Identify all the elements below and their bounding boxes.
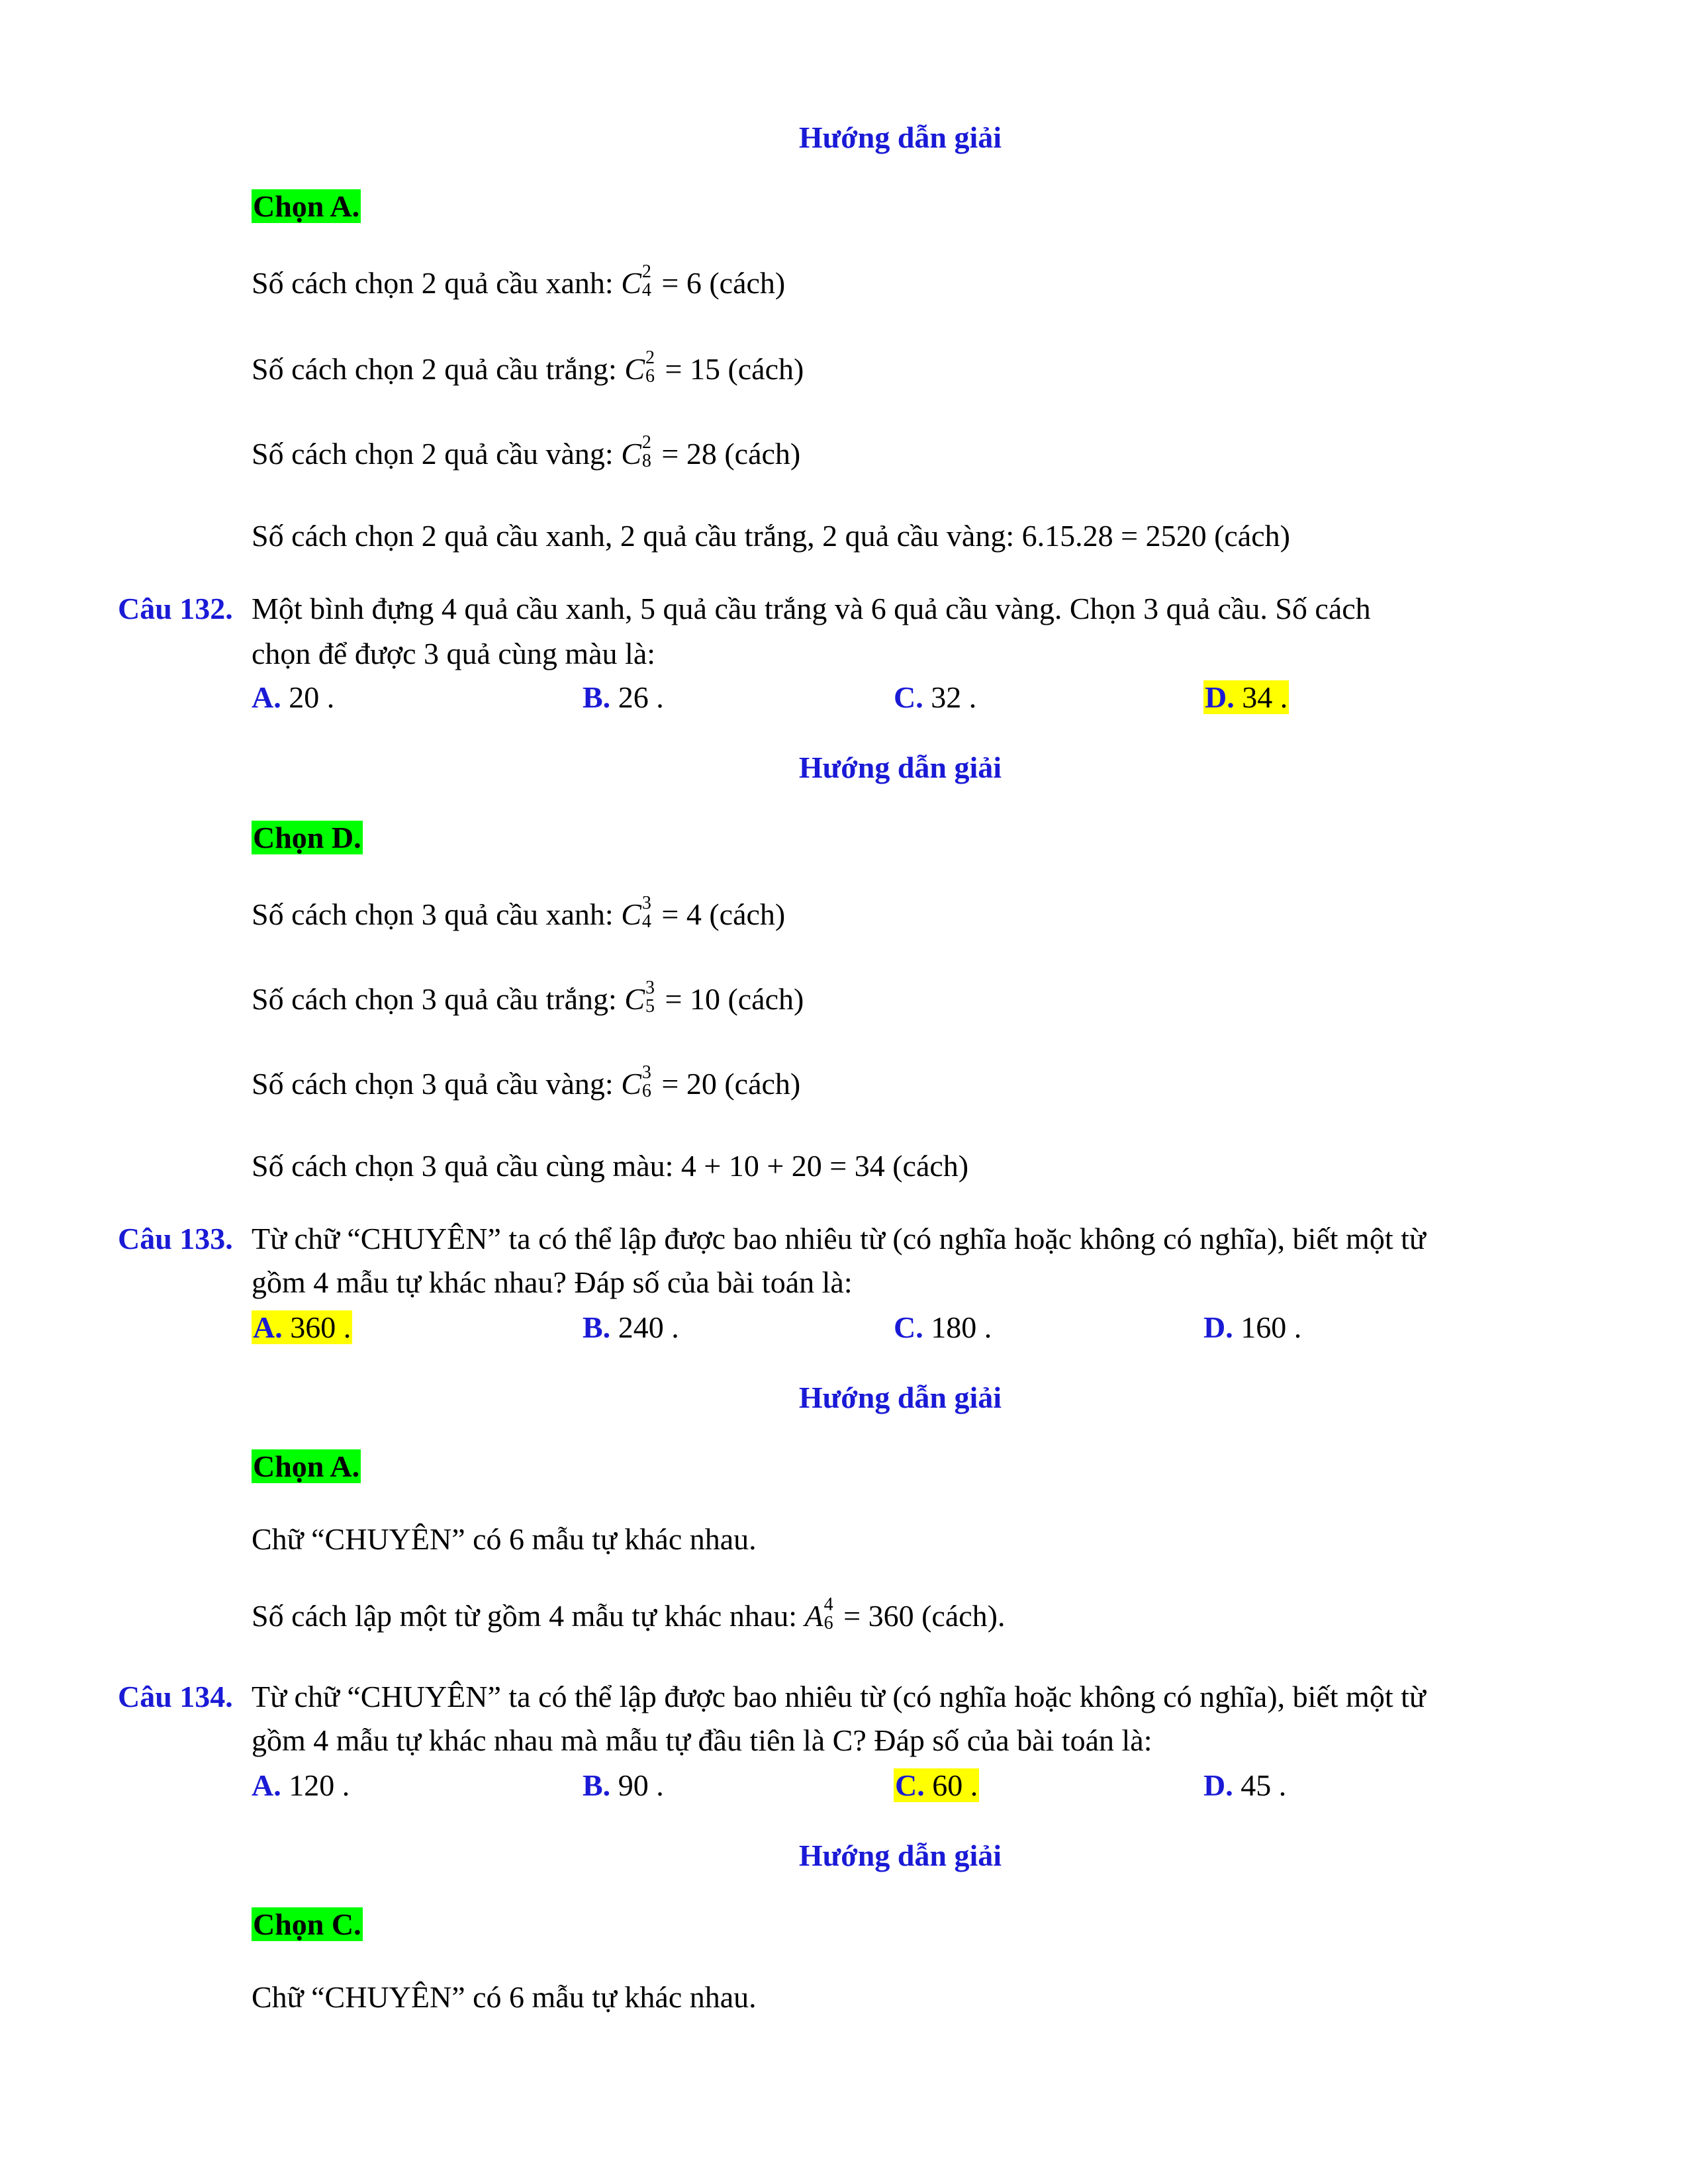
option-b[interactable]: B. 90 . <box>583 1768 664 1802</box>
solution-line: Số cách lập một từ gồm 4 mẫu tự khác nhau: A 4 6 = 360 (cách). <box>252 1594 1006 1633</box>
question-132: Câu 132. <box>118 592 233 625</box>
chon-label: Chọn A. <box>253 189 360 223</box>
question-text: chọn để được 3 quả cùng màu là: <box>252 637 656 670</box>
solution-line: Số cách chọn 3 quả cầu cùng màu: 4 + 10 + 20 = 34 (cách) <box>252 1149 969 1183</box>
option-c-correct[interactable]: C. 60 . <box>895 1768 978 1802</box>
question-text: Một bình đựng 4 quả cầu xanh, 5 quả cầu trắng và 6 quả cầu vàng. Chọn 3 quả cầu. Số cách <box>252 592 1371 625</box>
chon-label: Chọn C. <box>253 1907 361 1941</box>
solution-line: Chữ “CHUYÊN” có 6 mẫu tự khác nhau. <box>252 1522 757 1556</box>
guide-title: Hướng dẫn giải <box>798 751 1002 784</box>
guide-title: Hướng dẫn giải <box>798 1381 1002 1414</box>
question-text: Từ chữ “CHUYÊN” ta có thể lập được bao nhiêu từ (có nghĩa hoặc không có nghĩa), biết một từ <box>252 1680 1426 1713</box>
option-b[interactable]: B. 240 . <box>583 1310 679 1344</box>
solution-line: Số cách chọn 2 quả cầu xanh, 2 quả cầu trắng, 2 quả cầu vàng: 6.15.28 = 2520 (cách) <box>252 519 1290 553</box>
option-d-correct[interactable]: D. 34 . <box>1205 680 1288 714</box>
solution-line: Số cách chọn 3 quả cầu xanh: C 3 4 = 4 (cách) <box>252 893 786 932</box>
question-text: gồm 4 mẫu tự khác nhau? Đáp số của bài toán là: <box>252 1265 853 1299</box>
option-c[interactable]: C. 180 . <box>894 1310 992 1344</box>
question-text: gồm 4 mẫu tự khác nhau mà mẫu tự đầu tiên là C? Đáp số của bài toán là: <box>252 1723 1152 1757</box>
question-text: Từ chữ “CHUYÊN” ta có thể lập được bao nhiêu từ (có nghĩa hoặc không có nghĩa), biết một từ <box>252 1222 1426 1255</box>
option-a-correct[interactable]: A. 360 . <box>253 1310 352 1344</box>
solution-line: Số cách chọn 2 quả cầu trắng: C 2 6 = 15 (cách) <box>252 347 804 387</box>
option-a[interactable]: A. 120 . <box>252 1768 350 1802</box>
question-133: Câu 133. <box>118 1222 233 1255</box>
solution-line: Số cách chọn 2 quả cầu xanh: C 2 4 = 6 (cách) <box>252 261 786 300</box>
solution-line: Chữ “CHUYÊN” có 6 mẫu tự khác nhau. <box>252 1980 757 2014</box>
option-d[interactable]: D. 160 . <box>1203 1310 1302 1344</box>
chon-label: Chọn D. <box>253 821 361 854</box>
option-a[interactable]: A. 20 . <box>252 680 335 714</box>
option-b[interactable]: B. 26 . <box>583 680 664 714</box>
chon-label: Chọn A. <box>253 1449 360 1483</box>
solution-line: Số cách chọn 2 quả cầu vàng: C 2 8 = 28 (cách) <box>252 432 801 471</box>
option-c[interactable]: C. 32 . <box>894 680 977 714</box>
solution-line: Số cách chọn 3 quả cầu vàng: C 3 6 = 20 (cách) <box>252 1062 801 1101</box>
guide-title: Hướng dẫn giải <box>798 120 1002 154</box>
option-d[interactable]: D. 45 . <box>1203 1768 1287 1802</box>
question-134: Câu 134. <box>118 1680 233 1713</box>
solution-line: Số cách chọn 3 quả cầu trắng: C 3 5 = 10 (cách) <box>252 978 804 1017</box>
guide-title: Hướng dẫn giải <box>798 1839 1002 1872</box>
